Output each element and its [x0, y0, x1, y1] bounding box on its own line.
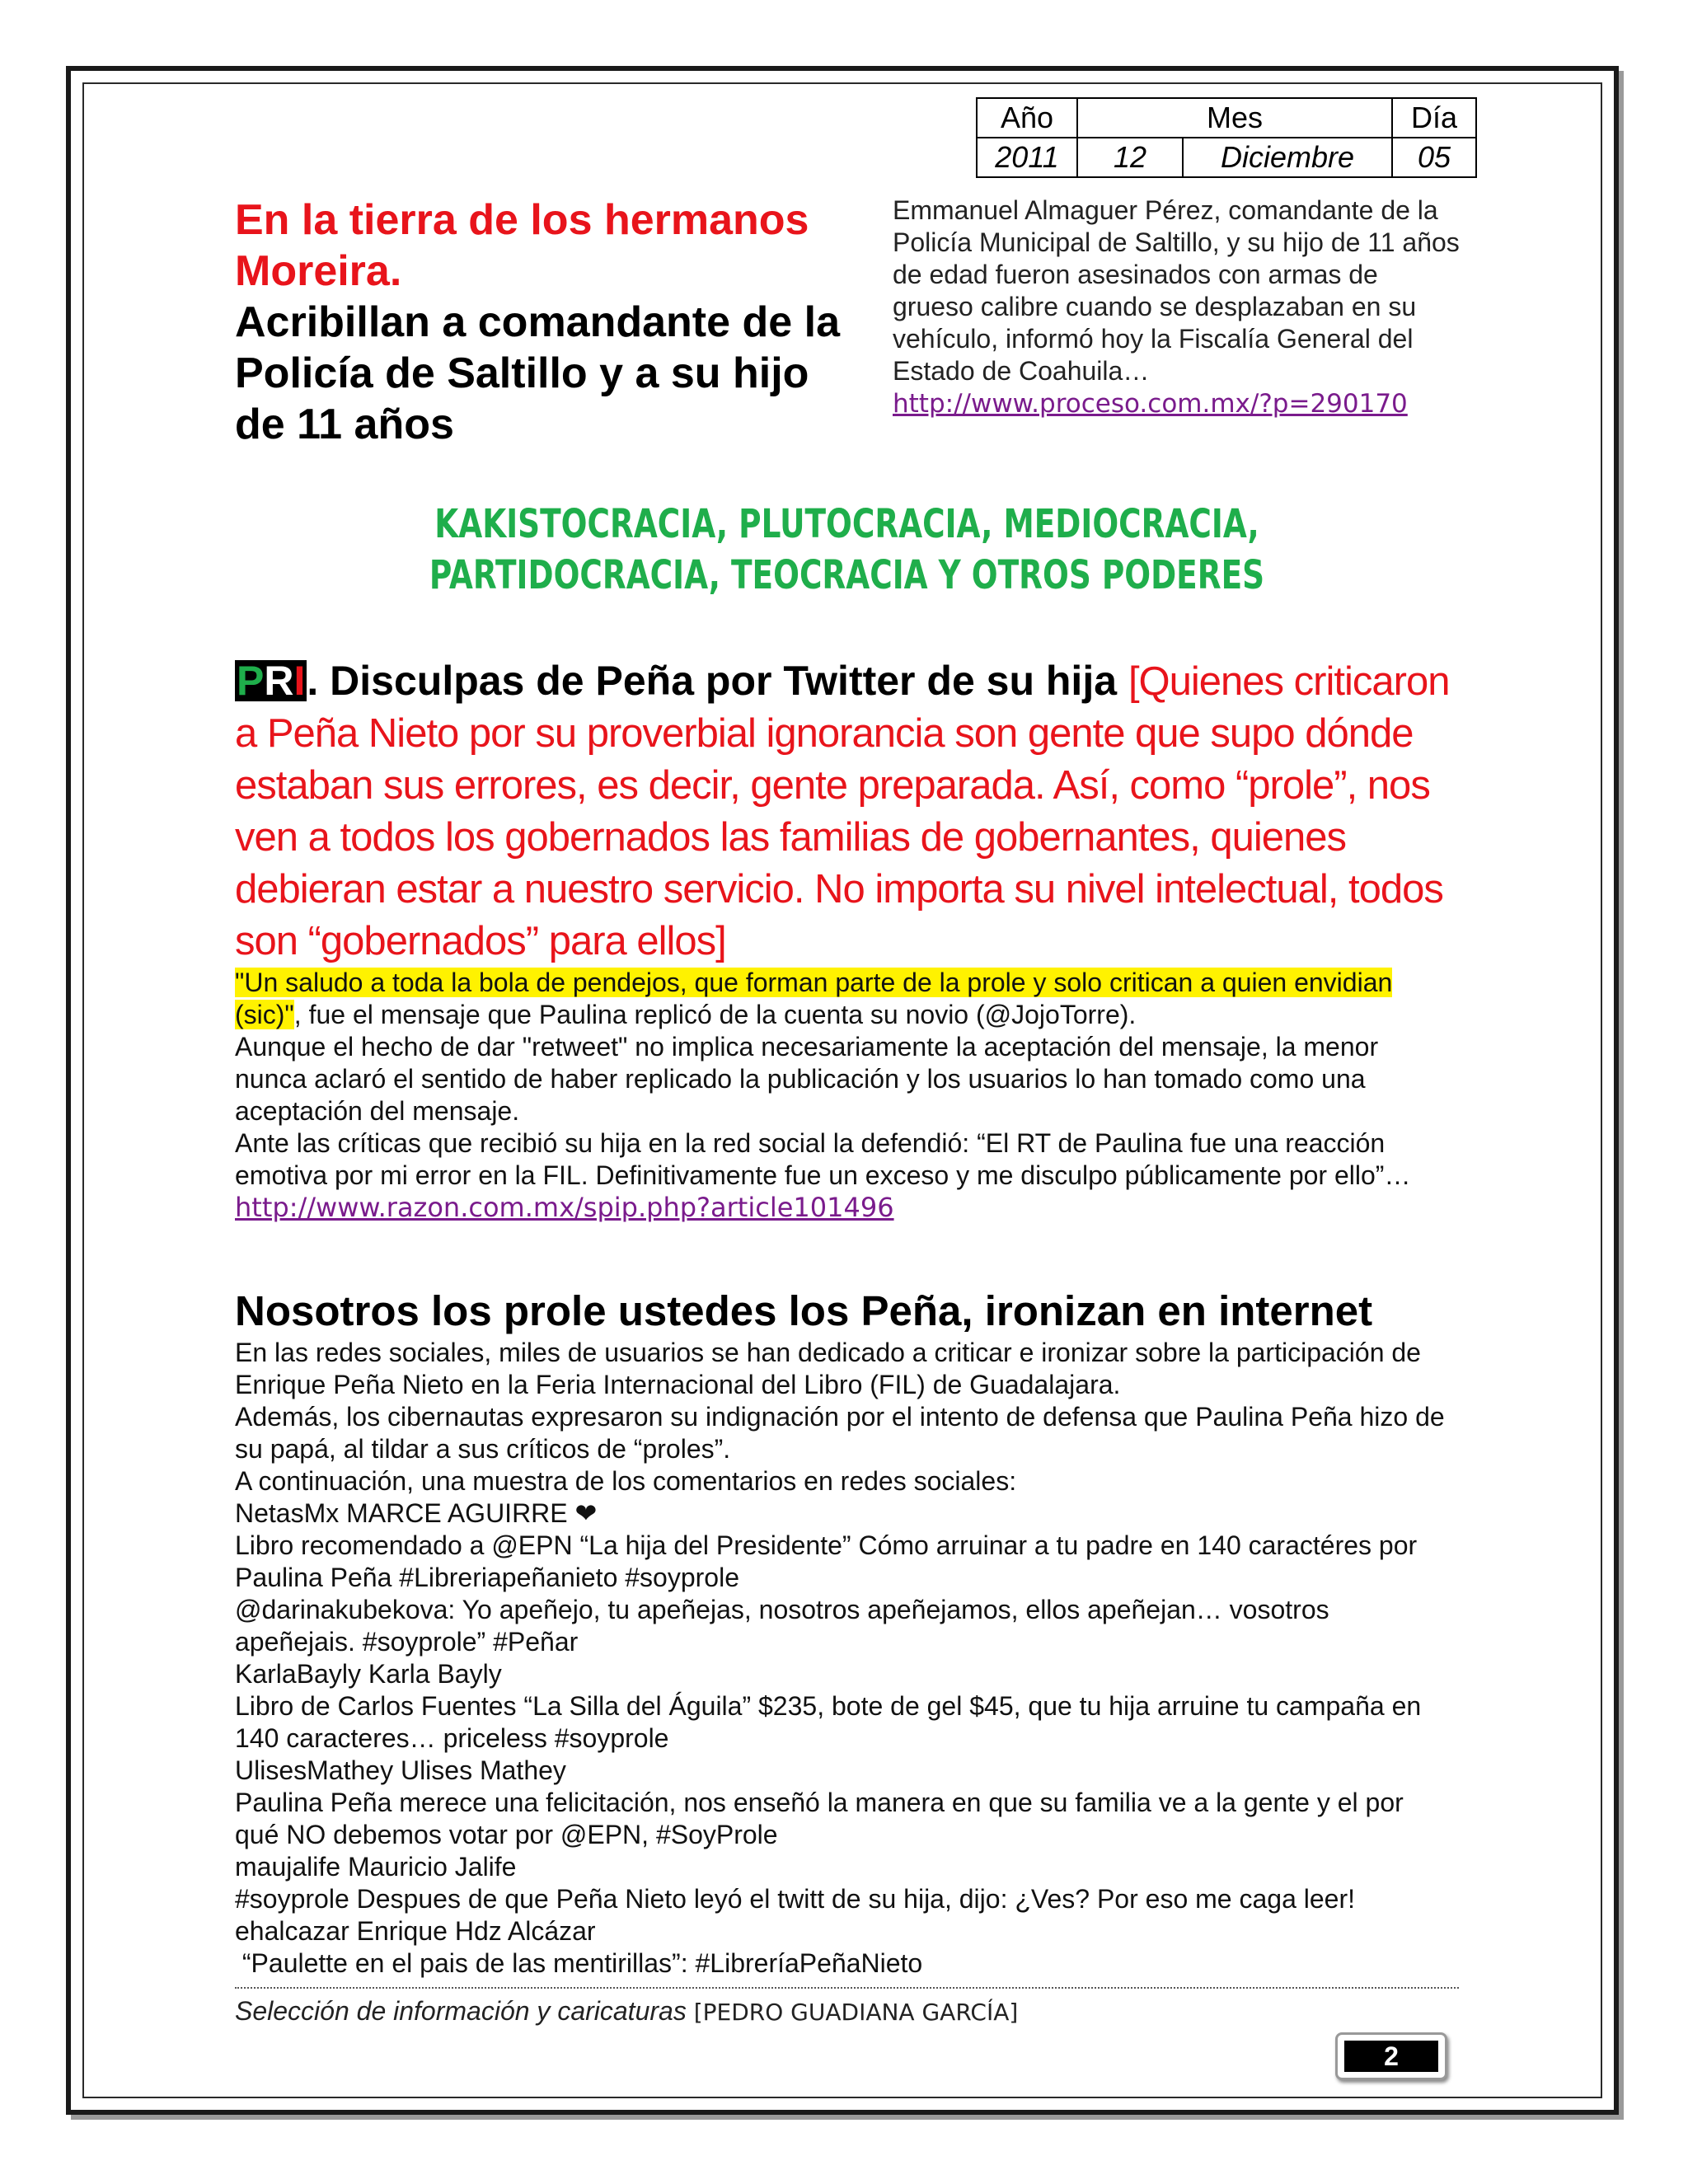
page-number-badge — [1335, 2032, 1447, 2080]
tweet-author: ehalcazar Enrique Hdz Alcázar — [235, 1916, 596, 1946]
day-header: Día — [1392, 98, 1476, 138]
article-title: . Disculpas de Peña por Twitter de su hija — [307, 658, 1118, 704]
footer-divider — [235, 1987, 1459, 1989]
tweet-author: NetasMx MARCE AGUIRRE ❤ — [235, 1498, 598, 1528]
article-prole — [235, 1286, 1455, 1980]
year-header: Año — [977, 98, 1077, 138]
page-number: 2 — [1344, 2041, 1438, 2072]
tweet-author: KarlaBayly Karla Bayly — [235, 1659, 502, 1689]
date-table — [976, 97, 1477, 178]
paragraph: A continuación, una muestra de los comentarios en redes sociales: — [235, 1466, 1017, 1496]
tweet-text: “Paulette en el pais de las mentirillas”: #LibreríaPeñaNieto — [235, 1948, 923, 1978]
article-title: Nosotros los prole ustedes los Peña, ironizan en internet — [235, 1287, 1373, 1334]
headline-red: En la tierra de los hermanos Moreira. — [235, 196, 809, 295]
footer-author: [PEDRO GUADIANA GARCÍA] — [693, 1999, 1019, 2026]
pri-logo: PRI — [237, 658, 306, 704]
footer-text: Selección de información y caricaturas — [235, 1996, 694, 2026]
tweet-text: #soyprole Despues de que Peña Nieto leyó el twitt de su hija, dijo: ¿Ves? Por eso me caga leer! — [235, 1884, 1355, 1914]
tweet-author: maujalife Mauricio Jalife — [235, 1852, 517, 1882]
tweet-text: @darinakubekova: Yo apeñejo, tu apeñejas, nosotros apeñejamos, ellos apeñejan… vosotros apeñejais. #soyprole” #Peñar — [235, 1595, 1329, 1657]
article-body — [235, 1337, 1455, 1980]
highlighted-quote: "Un saludo a toda la bola de pendejos, que forman parte de la prole y solo critican a quien envidian (sic)" — [235, 968, 1393, 1029]
tweet-text: Paulina Peña merece una felicitación, nos enseñó la manera en que su familia ve a la gente y el por qué NO debemos votar por @EPN, #SoyProle — [235, 1788, 1404, 1849]
quote-context: , fue el mensaje que Paulina replicó de la cuenta su novio (@JojoTorre). — [293, 1000, 1137, 1029]
paragraph: Además, los cibernautas expresaron su indignación por el intento de defensa que Paulina Peña hizo de su papá, al tildar a sus críticos de “proles”. — [235, 1402, 1445, 1464]
summary-link[interactable]: http://www.proceso.com.mx/?p=290170 — [893, 389, 1408, 419]
news-summary — [893, 194, 1461, 420]
editor-comment: [Quienes criticaron a Peña Nieto por su proverbial ignorancia son gente que supo dónde estaban sus errores, es decir, gente preparada. Así, como “prole”, nos ven a todos los gobernados las familias de gobernantes, quienes debieran estar a nuestro servicio. No importa su nivel intelectual, todos son “gobernados” para ellos] — [235, 659, 1450, 963]
footer — [235, 1996, 1018, 2027]
month-number: 12 — [1077, 138, 1183, 177]
summary-text: Emmanuel Almaguer Pérez, comandante de la Policía Municipal de Saltillo, y su hijo de 11 años de edad fueron asesinados con armas de grueso calibre cuando se desplazaban en su vehículo, informó hoy la Fiscalía General del Estado de Coahuila… — [893, 195, 1460, 386]
headline-black: Acribillan a comandante de la Policía de Saltillo y a su hijo de 11 años — [235, 298, 840, 448]
tweet-text: Libro recomendado a @EPN “La hija del Presidente” Cómo arruinar a tu padre en 140 caractéres por Paulina Peña #Libreriapeñanieto #soyprole — [235, 1530, 1418, 1592]
tweet-author: UlisesMathey Ulises Mathey — [235, 1755, 566, 1785]
article-link[interactable]: http://www.razon.com.mx/spip.php?article101496 — [235, 1192, 894, 1223]
paragraph-defense: Ante las críticas que recibió su hija en la red social la defendió: “El RT de Paulina fue una reacción emotiva por mi error en la FIL. Definitivamente fue un exceso y me disculpo públicamente por ello”… — [235, 1128, 1411, 1190]
tweet-text: Libro de Carlos Fuentes “La Silla del Águila” $235, bote de gel $45, que tu hija arruine tu campaña en 140 caracteres… priceless #soyprole — [235, 1691, 1422, 1753]
article-pri — [235, 655, 1455, 1224]
year-value: 2011 — [977, 138, 1077, 177]
headline — [235, 194, 861, 450]
section-heading: KAKISTOCRACIA, PLUTOCRACIA, MEDIOCRACIA, PARTIDOCRACIA, TEOCRACIA Y OTROS PODERES — [429, 501, 1265, 598]
day-value: 05 — [1392, 138, 1476, 177]
month-header: Mes — [1077, 98, 1392, 138]
paragraph: En las redes sociales, miles de usuarios se han dedicado a criticar e ironizar sobre la participación de Enrique Peña Nieto en la Feria Internacional del Libro (FIL) de Guadalajara. — [235, 1338, 1421, 1399]
month-name: Diciembre — [1183, 138, 1392, 177]
paragraph-retweet: Aunque el hecho de dar "retweet" no implica necesariamente la aceptación del mensaje, la menor nunca aclaró el sentido de haber replicado la publicación y los usuarios lo han tomado como una aceptación del mensaje. — [235, 1032, 1379, 1126]
